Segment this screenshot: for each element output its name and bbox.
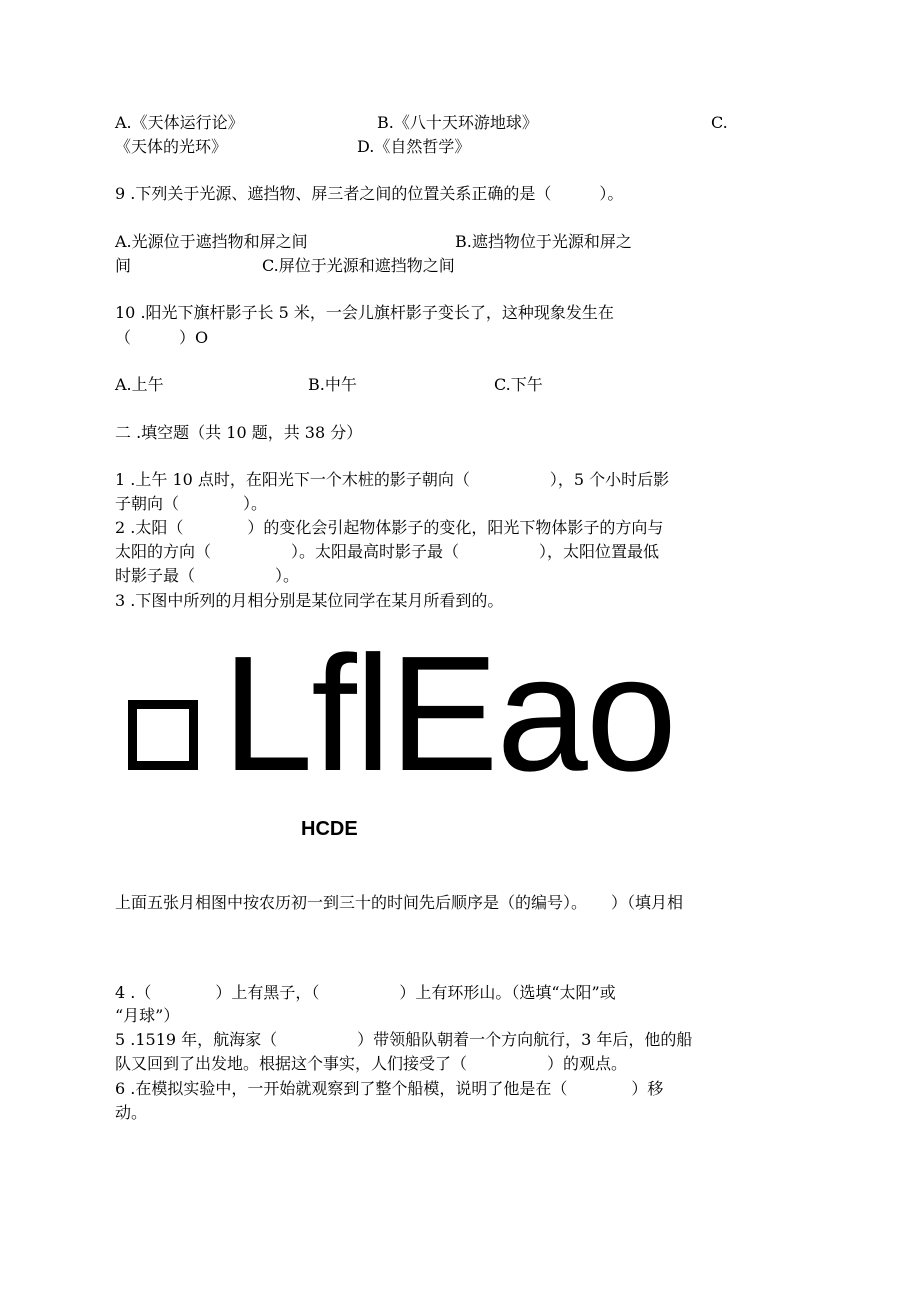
q10-option-b: B.中午 [308,375,357,394]
q6-line-2: 动。 [115,1103,148,1122]
q3-line-2: 上面五张月相图中按农历初一到三十的时间先后顺序是（的编号）。 ）（填月相 [115,893,684,912]
q3-line-1: 3 .下图中所列的月相分别是某位同学在某月所看到的。 [115,591,504,610]
q8-option-c-text: 《天体的光环》 [115,137,228,156]
q2-line-3: 时影子最（ ）。 [115,566,300,585]
q8-option-c: C. [711,113,728,132]
q9-option-b: B.遮挡物位于光源和屏之 [455,232,632,251]
q8-option-b: B.《八十天环游地球》 [377,113,538,132]
q9-option-b-cont: 间 [115,256,132,275]
q9-option-a: A.光源位于遮挡物和屏之间 [115,232,308,251]
section-heading: 二 .填空题（共 10 题，共 38 分） [115,423,363,442]
q9-stem: 9 .下列关于光源、遮挡物、屏三者之间的位置关系正确的是（ ）。 [115,184,624,203]
q2-line-2: 太阳的方向（ ）。太阳最高时影子最（ ），太阳位置最低 [115,542,660,561]
q8-option-d: D.《自然哲学》 [357,137,471,156]
q2-line-1: 2 .太阳（ ）的变化会引起物体影子的变化，阳光下物体影子的方向与 [115,518,664,537]
q5-line-2: 队又回到了出发地。根据这个事实，人们接受了（ ）的观点。 [115,1054,628,1073]
q4-line-2: “月球”） [115,1006,180,1025]
moon-phase-box [128,700,198,770]
q10-option-a: A.上午 [115,375,164,394]
q5-line-1: 5 .1519 年，航海家（ ）带领船队朝着一个方向航行，3 年后，他的船 [115,1030,693,1049]
q10-option-c: C.下午 [494,375,543,394]
q1-line-2: 子朝向（ ）。 [115,494,268,513]
q4-line-1: 4 .（ ）上有黑子，（ ）上有环形山。（选填“太阳”或 [115,983,616,1002]
q10-stem: 10 .阳光下旗杆影子长 5 米，一会儿旗杆影子变长了，这种现象发生在 [115,303,614,322]
q8-option-a: A.《天体运行论》 [115,113,244,132]
moon-phase-labels: HCDE [301,818,358,840]
moon-phase-glyphs: LflEao [222,622,676,805]
q6-line-1: 6 .在模拟实验中，一开始就观察到了整个船模，说明了他是在（ ）移 [115,1079,664,1098]
q9-option-c: C.屏位于光源和遮挡物之间 [262,256,455,275]
q1-line-1: 1 .上午 10 点时，在阳光下一个木桩的影子朝向（ ），5 个小时后影 [115,470,670,489]
q10-stem-cont: （ ）O [115,328,209,347]
